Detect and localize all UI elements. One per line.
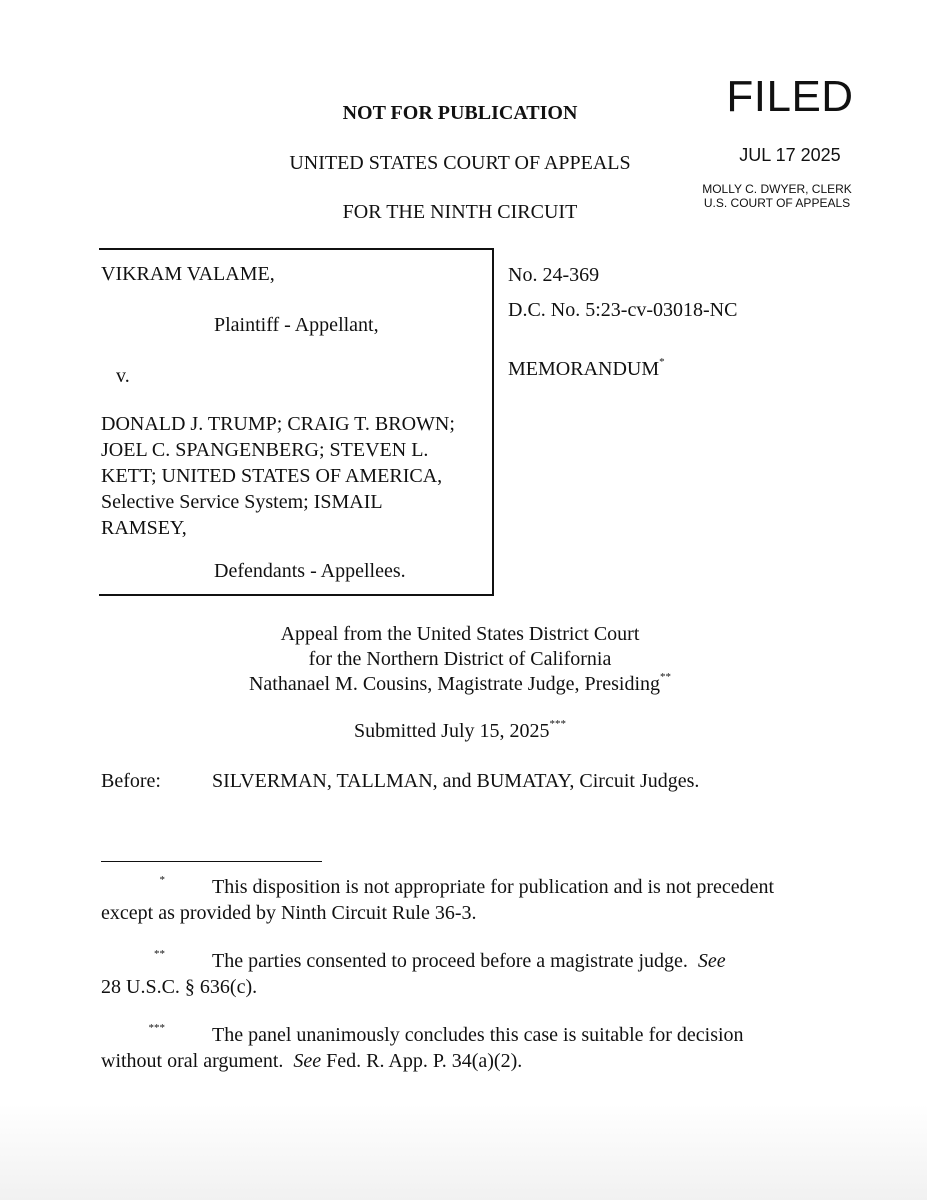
defendant-line: RAMSEY, xyxy=(101,517,187,539)
footnote-text: without oral argument. xyxy=(101,1050,284,1072)
document-type-label: MEMORANDUM xyxy=(508,358,660,380)
footnote-ref: *** xyxy=(549,718,567,731)
presiding-judge: Nathanael M. Cousins, Magistrate Judge, Presiding xyxy=(248,673,661,695)
footnote-mark: *** xyxy=(148,1022,165,1035)
footnote-mark: * xyxy=(159,874,165,887)
appeal-line: for the Northern District of California xyxy=(308,648,612,670)
filed-stamp-clerk xyxy=(666,182,888,210)
defendant-line: DONALD J. TRUMP; CRAIG T. BROWN; xyxy=(101,413,455,435)
document-type xyxy=(508,358,665,381)
submitted-text: Submitted July 15, 2025 xyxy=(353,720,550,742)
footnote-text: except as provided by Ninth Circuit Rule 36-3. xyxy=(101,902,477,924)
filed-stamp-word: FILED xyxy=(726,72,854,121)
footnote-text: This disposition is not appropriate for publication and is not precedent xyxy=(212,876,775,898)
clerk-name: MOLLY C. DWYER, CLERK xyxy=(702,182,852,196)
publication-status: NOT FOR PUBLICATION xyxy=(342,102,578,124)
footnote-text: The parties consented to proceed before a magistrate judge. xyxy=(212,950,688,972)
footnote-text: 28 U.S.C. § 636(c). xyxy=(101,976,258,998)
defendants-list xyxy=(101,411,491,541)
panel-label: Before: xyxy=(101,770,161,792)
defendant-line: Selective Service System; ISMAIL xyxy=(101,491,383,513)
plaintiff-name: VIKRAM VALAME, xyxy=(101,263,275,285)
footnote-1 xyxy=(101,874,821,926)
panel-judges: SILVERMAN, TALLMAN, and BUMATAY, Circuit Judges. xyxy=(212,770,700,792)
defendant-line: JOEL C. SPANGENBERG; STEVEN L. xyxy=(101,439,429,461)
appeal-line xyxy=(0,672,920,697)
court-name: UNITED STATES COURT OF APPEALS xyxy=(289,152,631,174)
footnote-citation: Fed. R. App. P. 34(a)(2). xyxy=(326,1050,523,1072)
defendants-role: Defendants - Appellees. xyxy=(214,560,406,582)
defendant-line: KETT; UNITED STATES OF AMERICA, xyxy=(101,465,443,487)
footnote-signal: See xyxy=(293,1050,322,1072)
versus: v. xyxy=(116,365,130,387)
submitted-date xyxy=(0,720,920,743)
circuit-name: FOR THE NINTH CIRCUIT xyxy=(342,201,578,223)
footnote-text: The panel unanimously concludes this case is suitable for decision xyxy=(212,1024,744,1046)
footnote-3 xyxy=(101,1022,821,1074)
district-court-number: D.C. No. 5:23-cv-03018-NC xyxy=(508,299,738,321)
docket-number: No. 24-369 xyxy=(508,264,600,286)
plaintiff-role: Plaintiff - Appellant, xyxy=(214,314,379,336)
footnote-ref: * xyxy=(659,356,665,369)
appeal-line: Appeal from the United States District Court xyxy=(280,623,640,645)
footnote-ref: ** xyxy=(660,671,672,684)
footnote-mark: ** xyxy=(154,948,165,961)
filed-stamp-date: JUL 17 2025 xyxy=(739,145,841,165)
footnote-divider xyxy=(101,861,322,862)
footnote-signal: See xyxy=(697,950,726,972)
appeal-origin xyxy=(0,622,920,697)
footnote-2 xyxy=(101,948,821,1000)
clerk-office: U.S. COURT OF APPEALS xyxy=(703,196,851,210)
